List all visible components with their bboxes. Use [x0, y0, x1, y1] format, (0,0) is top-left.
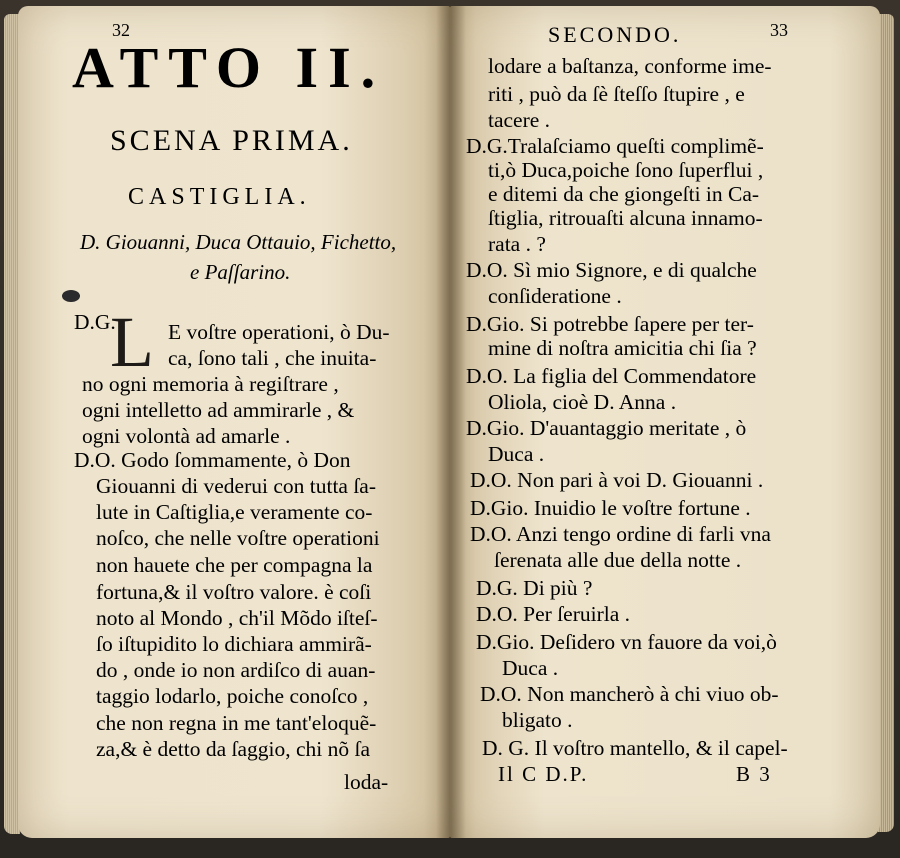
text-line: ti,ò Duca,poiche ſono ſuperflui ,	[488, 158, 764, 182]
text-line: D.Gio. Inuidio le voſtre fortune .	[470, 496, 751, 520]
text-line: D.O. Anzi tengo ordine di farli vna	[470, 522, 771, 546]
text-line: e ditemi da che giongeſti in Ca-	[488, 182, 760, 206]
text-line: D.Gio. D'auantaggio meritate , ò	[466, 416, 747, 440]
text-line: rata . ?	[488, 232, 546, 256]
text-line: noto al Mondo , ch'il Mõdo iſteſ-	[96, 606, 378, 630]
speech-prefix: D.G.	[74, 310, 116, 334]
text-line: ca, ſono tali , che inuita-	[168, 346, 377, 370]
text-line: D.O. Non pari à voi D. Giouanni .	[470, 468, 764, 492]
text-line: conſideratione .	[488, 284, 622, 308]
act-heading: ATTO II.	[72, 35, 386, 100]
text-line: D.Gio. Deſidero vn fauore da voi,ò	[476, 630, 777, 654]
catchword: loda-	[344, 770, 389, 794]
text-line: taggio lodarlo, poiche conoſco ,	[96, 684, 369, 708]
text-line: Giouanni di vederui con tutta ſa-	[96, 474, 377, 498]
signature-mark: B 3	[736, 762, 772, 786]
text-line: fortuna,& il voſtro valore. è coſi	[96, 580, 372, 604]
text-line: D.O. Per ſeruirla .	[476, 602, 631, 626]
text-line: D.G. Di più ?	[476, 576, 593, 600]
text-line: tacere .	[488, 108, 551, 132]
text-line: mine di noſtra amicitia chi ſia ?	[488, 336, 757, 360]
text-line: D. G. Il voſtro mantello, & il capel-	[482, 736, 788, 760]
left-page-number: 32	[112, 20, 130, 40]
ink-blot	[62, 290, 80, 302]
text-line: ogni intelletto ad ammirarle , &	[82, 398, 355, 422]
text-line: D.O. Godo ſommamente, ò Don	[74, 448, 351, 472]
text-line: ſerenata alle due della notte .	[494, 548, 742, 572]
text-line: Oliola, cioè D. Anna .	[488, 390, 677, 414]
text-line: no ogni memoria à regiſtrare ,	[82, 372, 339, 396]
cast-line-2: e Paſſarino.	[190, 260, 291, 284]
book-gutter	[436, 6, 466, 838]
printer-signature: Il C D.P.	[498, 762, 589, 786]
right-page-number: 33	[770, 20, 788, 40]
text-line: D.O. Sì mio Signore, e di qualche	[466, 258, 757, 282]
text-line: che non regna in me tant'eloquẽ-	[96, 711, 377, 735]
text-line: za,& è detto da ſaggio, chi nõ ſa	[96, 737, 371, 761]
cast-line-1: D. Giouanni, Duca Ottauio, Fichetto,	[80, 230, 397, 254]
text-line: ſo iſtupidito lo dichiara ammirã-	[96, 632, 372, 656]
text-line: ogni volontà ad amarle .	[82, 424, 291, 448]
text-line: ſtiglia, ritrouaſti alcuna innamo-	[488, 206, 763, 230]
text-line: lodare a baſtanza, conforme ime-	[488, 54, 772, 78]
text-line: non hauete che per compagna la	[96, 553, 373, 577]
text-line: D.O. La figlia del Commendatore	[466, 364, 757, 388]
text-line: E voſtre operationi, ò Du-	[168, 320, 390, 344]
location-heading: CASTIGLIA.	[128, 184, 311, 210]
scene-heading: SCENA PRIMA.	[110, 124, 353, 157]
text-line: riti , può da ſè ſteſſo ſtupire , e	[488, 82, 745, 106]
drop-cap: L	[110, 302, 154, 382]
right-page-edges	[878, 14, 894, 832]
text-line: D.Gio. Si potrebbe ſapere per ter-	[466, 312, 754, 336]
text-line: D.G.Tralaſciamo queſti complimẽ-	[466, 134, 764, 158]
text-line: noſco, che nelle voſtre operationi	[96, 526, 380, 550]
text-line: bligato .	[502, 708, 573, 732]
running-header: SECONDO.	[548, 22, 682, 47]
text-line: Duca .	[502, 656, 559, 680]
text-line: lute in Caſtiglia,e veramente co-	[96, 500, 373, 524]
text-line: do , onde io non ardiſco di auan-	[96, 658, 376, 682]
text-line: D.O. Non mancherò à chi viuo ob-	[480, 682, 779, 706]
text-line: Duca .	[488, 442, 545, 466]
